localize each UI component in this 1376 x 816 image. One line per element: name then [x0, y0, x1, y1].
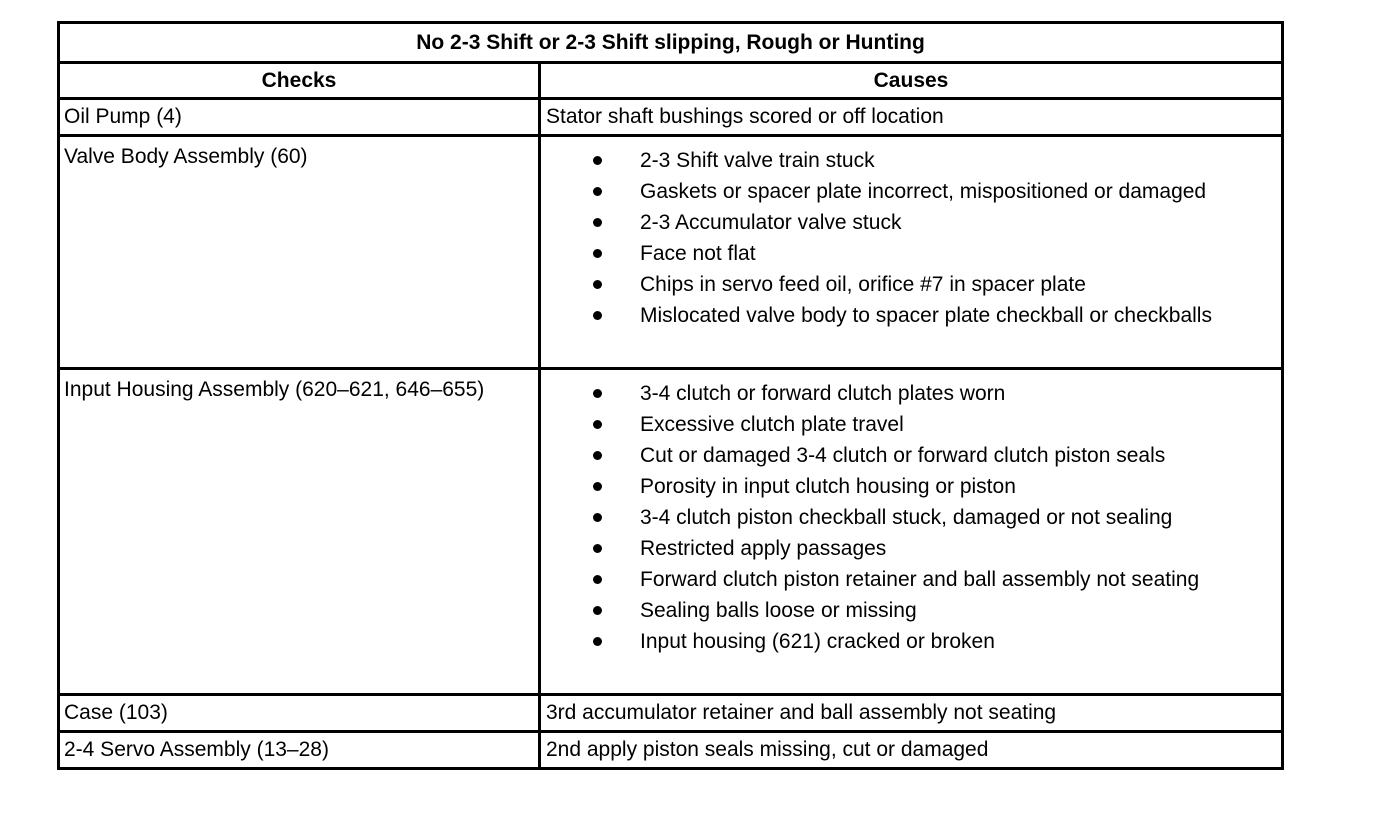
check-cell: Case (103) — [60, 696, 541, 730]
cause-list-item — [546, 628, 1281, 659]
cause-text: Forward clutch piston retainer and ball assembly not seating — [640, 568, 1200, 591]
table-row-servo — [60, 730, 1281, 767]
cause-cell — [541, 370, 1281, 693]
cause-list-item — [546, 473, 1281, 504]
cause-list-item — [546, 442, 1281, 473]
cause-list-item — [546, 209, 1281, 240]
check-cell: Input Housing Assembly (620–621, 646–655) — [60, 370, 541, 693]
table-row-valve-body — [60, 134, 1281, 367]
cause-list-item — [546, 380, 1281, 411]
bullet-icon — [593, 280, 602, 289]
cause-text: Input housing (621) cracked or broken — [640, 630, 995, 653]
table-row-case — [60, 693, 1281, 730]
bullet-icon — [593, 249, 602, 258]
cause-text: Mislocated valve body to spacer plate checkball or checkballs — [640, 304, 1212, 327]
cause-list-item — [546, 504, 1281, 535]
header-checks: Checks — [60, 64, 541, 97]
cause-cell: 3rd accumulator retainer and ball assembly not seating — [546, 701, 1057, 725]
cause-list-item — [546, 535, 1281, 566]
cause-list — [546, 370, 1281, 659]
cause-list-item — [546, 240, 1281, 271]
cause-cell: Stator shaft bushings scored or off location — [546, 105, 944, 129]
bullet-icon — [593, 187, 602, 196]
check-cell: 2-4 Servo Assembly (13–28) — [60, 733, 541, 767]
cause-cell — [541, 137, 1281, 367]
bullet-icon — [593, 451, 602, 460]
cause-text: Restricted apply passages — [640, 537, 887, 560]
cause-text: 3-4 clutch or forward clutch plates worn — [640, 382, 1006, 405]
cause-list-item — [546, 178, 1281, 209]
cause-text: Excessive clutch plate travel — [640, 413, 904, 436]
bullet-icon — [593, 544, 602, 553]
cause-text: Porosity in input clutch housing or piston — [640, 475, 1016, 498]
cause-text: Cut or damaged 3-4 clutch or forward clutch piston seals — [640, 444, 1166, 467]
cause-cell: 2nd apply piston seals missing, cut or damaged — [546, 738, 989, 762]
header-row — [60, 61, 1281, 97]
cause-text: 3-4 clutch piston checkball stuck, damaged or not sealing — [640, 506, 1173, 529]
table-title-row — [60, 24, 1281, 61]
table-row-input-housing — [60, 367, 1281, 693]
check-cell: Oil Pump (4) — [60, 100, 541, 134]
cause-text: Gaskets or spacer plate incorrect, mispositioned or damaged — [640, 180, 1207, 203]
table-row-oil-pump — [60, 97, 1281, 134]
cause-text: Chips in servo feed oil, orifice #7 in spacer plate — [640, 273, 1086, 296]
cause-list-item — [546, 147, 1281, 178]
header-causes: Causes — [873, 68, 949, 92]
bullet-icon — [593, 156, 602, 165]
cause-list-item — [546, 597, 1281, 628]
cause-list-item — [546, 566, 1281, 597]
cause-text: 2-3 Shift valve train stuck — [640, 149, 875, 172]
bullet-icon — [593, 311, 602, 320]
cause-list-item — [546, 302, 1281, 333]
bullet-icon — [593, 606, 602, 615]
cause-list-item — [546, 271, 1281, 302]
bullet-icon — [593, 420, 602, 429]
bullet-icon — [593, 513, 602, 522]
bullet-icon — [593, 389, 602, 398]
bullet-icon — [593, 575, 602, 584]
bullet-icon — [593, 637, 602, 646]
bullet-icon — [593, 482, 602, 491]
cause-text: Sealing balls loose or missing — [640, 599, 917, 622]
bullet-icon — [593, 218, 602, 227]
diagnosis-table — [57, 21, 1284, 770]
cause-list — [546, 137, 1281, 333]
table-title: No 2-3 Shift or 2-3 Shift slipping, Rough or Hunting — [416, 30, 925, 54]
cause-text: 2-3 Accumulator valve stuck — [640, 211, 902, 234]
check-cell: Valve Body Assembly (60) — [60, 137, 541, 367]
cause-text: Face not flat — [640, 242, 756, 265]
cause-list-item — [546, 411, 1281, 442]
